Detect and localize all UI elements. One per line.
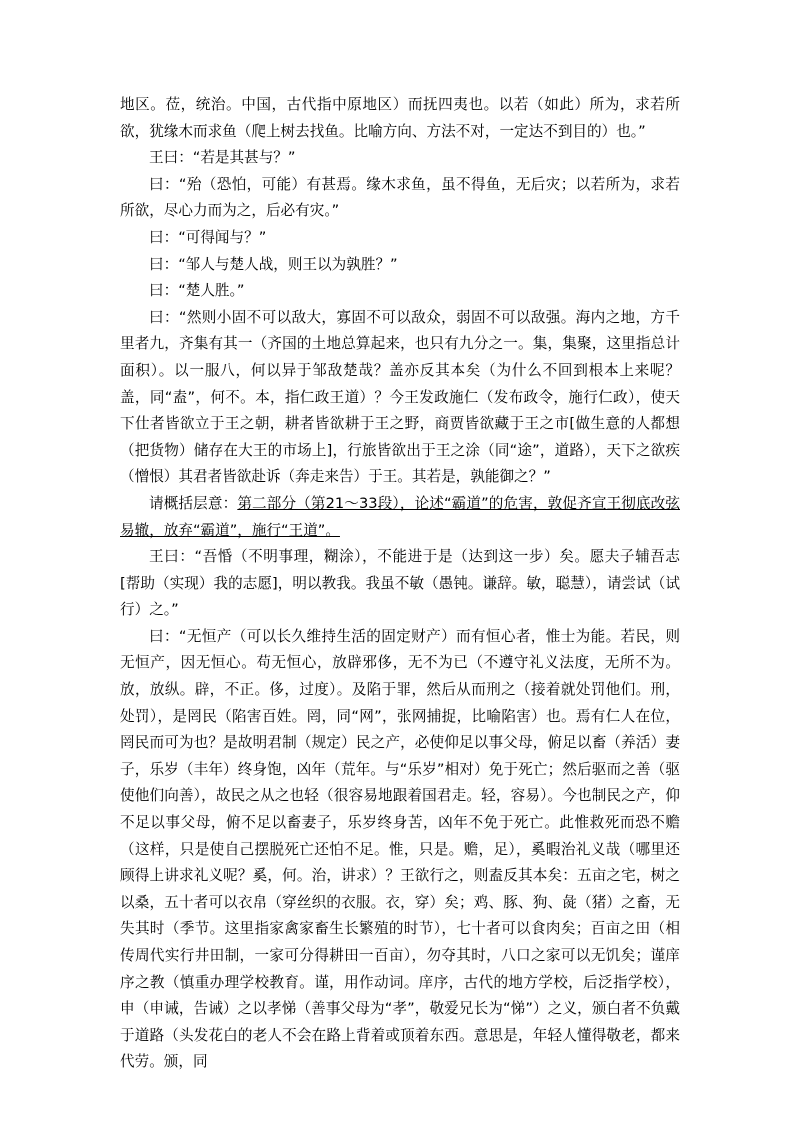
paragraph-5: 曰：“邹人与楚人战，则王以为孰胜？” <box>149 255 398 273</box>
paragraph-2: 王曰：“若是其甚与？” <box>149 149 296 167</box>
document-page <box>120 92 680 1076</box>
summary-prompt: 请概括层意： <box>149 494 238 512</box>
paragraph-3: 曰：“殆（恐怕，可能）有甚焉。缘木求鱼，虽不得鱼，无后灾；以若所为，求若所欲，尽心力而为之，后必有灾。” <box>120 175 680 220</box>
paragraph-8: 王曰：“吾惛（不明事理，糊涂），不能进于是（达到这一步）矣。愿夫子辅吾志[帮助（实现）我的志愿]，明以教我。我虽不敏（愚钝。谦辞。敏，聪慧），请尝试（试行）之。” <box>120 548 680 619</box>
paragraph-1: 地区。莅，统治。中国，古代指中原地区）而抚四夷也。以若（如此）所为，求若所欲，犹缘木而求鱼（爬上树去找鱼。比喻方向、方法不对，一定达不到目的）也。” <box>120 96 680 140</box>
paragraph-7: 曰：“然则小固不可以敌大，寡固不可以敌众，弱固不可以敌强。海内之地，方千里者九，齐集有其一（齐国的土地总算起来，也只有九分之一。集，集聚，这里指总计面积）。以一服八，何以异于邹敌楚哉？盖亦反其本矣（为什么不回到根本上来呢？盖，同“盍”，何不。本，指仁政王道）？今王发政施仁（发布政令，施行仁政），使天下仕者皆欲立于王之朝，耕者皆欲耕于王之野，商贾皆欲藏于王之市[做生意的人都想（把货物）储存在大王的市场上]，行旅皆欲出于王之涂（同“途”，道路），天下之欲疾（憎恨）其君者皆欲赴诉（奔走来告）于王。其若是，孰能御之？” <box>120 308 680 486</box>
summary-answer: 第二部分（第21～33段），论述“霸道”的危害，敦促齐宣王彻底改弦易辙，放弃“霸道”，施行“王道”。 <box>120 494 680 539</box>
paragraph-6: 曰：“楚人胜。” <box>149 282 245 300</box>
paragraph-9: 曰：“无恒产（可以长久维持生活的固定财产）而有恒心者，惟士为能。若民，则无恒产，因无恒心。苟无恒心，放辟邪侈，无不为已（不遵守礼义法度，无所不为。放，放纵。辟，不正。侈，过度）。及陷于罪，然后从而刑之（接着就处罚他们。刑，处罚），是罔民（陷害百姓。罔，同“网”，张网捕捉，比喻陷害）也。焉有仁人在位，罔民而可为也？是故明君制（规定）民之产，必使仰足以事父母，俯足以畜（养活）妻子，乐岁（丰年）终身饱，凶年（荒年。与“乐岁”相对）免于死亡；然后驱而之善（驱使他们向善），故民之从之也轻（很容易地跟着国君走。轻，容易）。今也制民之产，仰不足以事父母，俯不足以畜妻子，乐岁终身苦，凶年不免于死亡。此惟救死而恐不赡（这样，只是使自己摆脱死亡还怕不足。惟，只是。赡，足），奚暇治礼义哉（哪里还顾得上讲求礼义呢？奚，何。治，讲求）？王欲行之，则盍反其本矣：五亩之宅，树之以桑，五十者可以衣帛（穿丝织的衣服。衣，穿）矣；鸡、豚、狗、彘（猪）之畜，无失其时（季节。这里指家禽家畜生长繁殖的时节），七十者可以食肉矣；百亩之田（相传周代实行井田制，一家可分得耕田一百亩），勿夺其时，八口之家可以无饥矣；谨庠序之教（慎重办理学校教育。谨，用作动词。庠序，古代的地方学校，后泛指学校），申（申诫，告诫）之以孝悌（善事父母为“孝”，敬爱兄长为“悌”）之义，颁白者不负戴于道路（头发花白的老人不会在路上背着或顶着东西。意思是，年轻人懂得敬老，都来代劳。颁，同 <box>120 627 680 1071</box>
summary-paragraph <box>120 491 680 544</box>
paragraph-4: 曰：“可得闻与？” <box>149 228 267 246</box>
